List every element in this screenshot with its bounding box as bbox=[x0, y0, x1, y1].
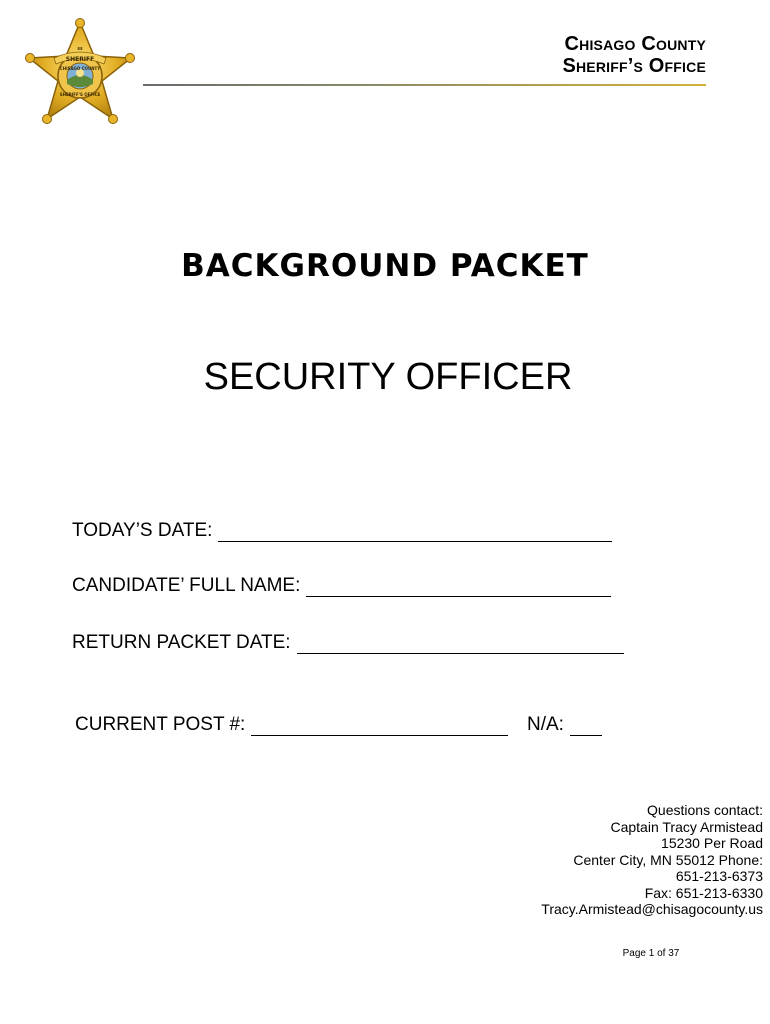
current-post-blank[interactable] bbox=[251, 717, 508, 736]
todays-date-label: TODAY’S DATE: bbox=[72, 520, 213, 541]
candidate-name-field bbox=[72, 575, 611, 597]
document-subtitle: SECURITY OFFICER bbox=[203, 356, 573, 398]
contact-city-phone: Center City, MN 55012 Phone: bbox=[573, 851, 763, 868]
org-header bbox=[562, 33, 706, 77]
contact-name: Captain Tracy Armistead bbox=[610, 818, 763, 835]
current-post-field bbox=[75, 714, 508, 736]
candidate-name-blank[interactable] bbox=[306, 578, 611, 597]
contact-street: 15230 Per Road bbox=[661, 835, 763, 851]
contact-email[interactable]: Tracy.Armistead@chisagocounty.us bbox=[541, 901, 763, 917]
return-date-label: RETURN PACKET DATE: bbox=[72, 632, 291, 653]
org-county-name: Chisago County bbox=[564, 33, 706, 55]
svg-text:CHISAGO COUNTY: CHISAGO COUNTY bbox=[59, 66, 101, 71]
svg-text:SHERIFF: SHERIFF bbox=[65, 56, 95, 63]
candidate-name-label: CANDIDATE’ FULL NAME: bbox=[72, 575, 301, 596]
document-title: BACKGROUND PACKET bbox=[181, 248, 589, 284]
todays-date-blank[interactable] bbox=[218, 523, 612, 542]
na-label: N/A: bbox=[527, 714, 564, 735]
page-number: Page 1 of 37 bbox=[622, 948, 680, 959]
return-date-blank[interactable] bbox=[297, 635, 624, 654]
sheriff-badge-logo bbox=[24, 18, 136, 132]
na-blank[interactable] bbox=[570, 717, 602, 736]
todays-date-field bbox=[72, 520, 612, 542]
header-divider bbox=[143, 84, 706, 86]
contact-phone: 651-213-6373 bbox=[675, 868, 763, 884]
contact-heading: Questions contact: bbox=[647, 802, 763, 818]
return-date-field bbox=[72, 632, 624, 654]
svg-text:SHERIFF'S OFFICE: SHERIFF'S OFFICE bbox=[59, 92, 101, 97]
na-field bbox=[527, 714, 602, 736]
org-office-name: Sheriff’s Office bbox=[562, 55, 706, 77]
contact-fax: Fax: 651-213-6330 bbox=[644, 884, 763, 901]
current-post-label: CURRENT POST #: bbox=[75, 714, 246, 735]
svg-text:ııı: ııı bbox=[77, 46, 83, 52]
contact-block bbox=[541, 802, 763, 918]
